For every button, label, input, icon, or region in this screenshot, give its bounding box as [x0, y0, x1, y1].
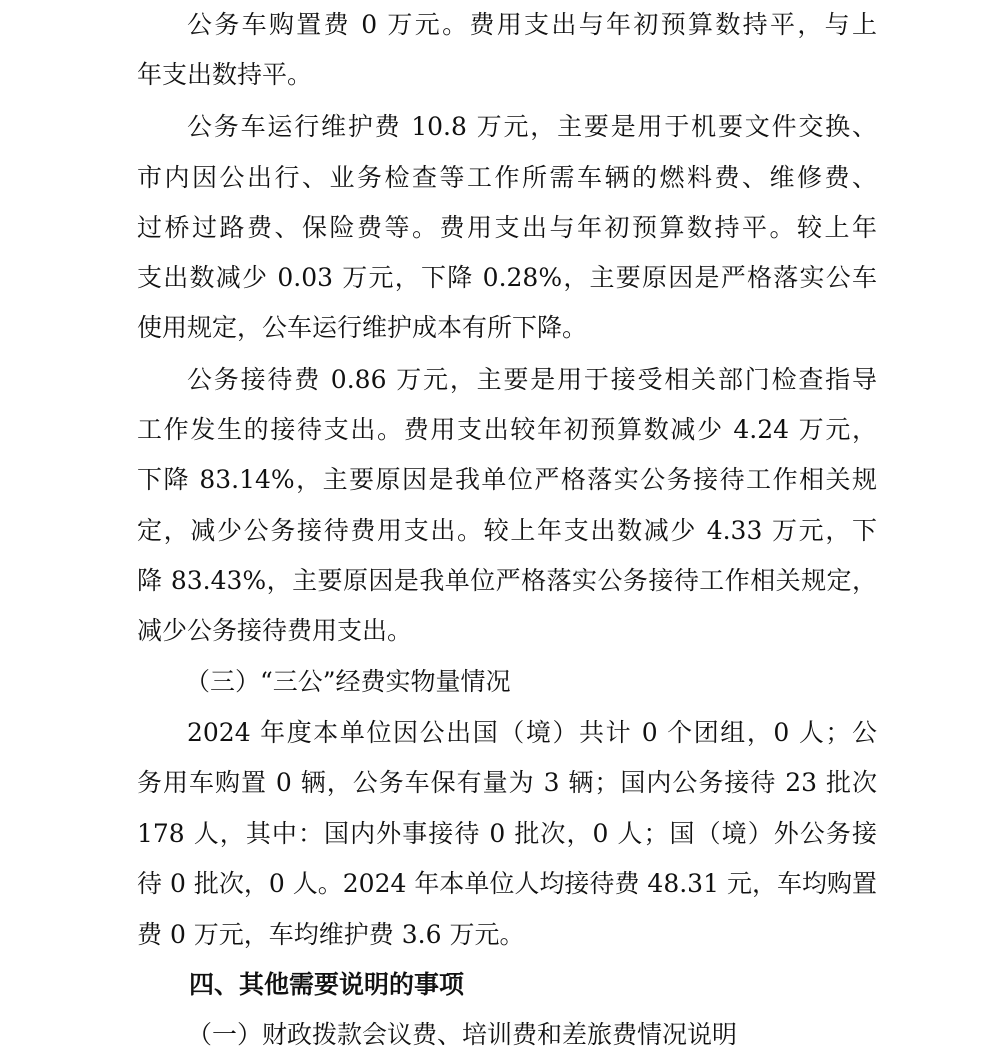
- paragraph-line: 降 83.43%，主要原因是我单位严格落实公务接待工作相关规定，: [137, 566, 877, 595]
- section-heading: 四、其他需要说明的事项: [189, 970, 465, 999]
- paragraph-line: 2024 年度本单位因公出国（境）共计 0 个团组，0 人；公: [187, 718, 877, 747]
- paragraph-line: 定，减少公务接待费用支出。较上年支出数减少 4.33 万元，下: [137, 516, 877, 545]
- paragraph-line: 支出数减少 0.03 万元，下降 0.28%，主要原因是严格落实公车: [137, 263, 877, 292]
- paragraph-line: 市内因公出行、业务检查等工作所需车辆的燃料费、维修费、: [137, 163, 877, 192]
- paragraph-line: 使用规定，公车运行维护成本有所下降。: [137, 313, 588, 342]
- paragraph-line: 减少公务接待费用支出。: [137, 616, 413, 645]
- paragraph-line: 公务接待费 0.86 万元，主要是用于接受相关部门检查指导: [187, 365, 877, 394]
- paragraph-line: 年支出数持平。: [137, 60, 313, 89]
- paragraph-line: 工作发生的接待支出。费用支出较年初预算数减少 4.24 万元，: [137, 415, 877, 444]
- paragraph-line: 公务车运行维护费 10.8 万元，主要是用于机要文件交换、: [187, 112, 877, 141]
- paragraph-line: 务用车购置 0 辆，公务车保有量为 3 辆；国内公务接待 23 批次: [137, 768, 877, 797]
- section-subheading: （三）“三公”经费实物量情况: [185, 667, 511, 696]
- paragraph-line: 178 人，其中：国内外事接待 0 批次，0 人；国（境）外公务接: [137, 819, 877, 848]
- paragraph-line: 待 0 批次，0 人。2024 年本单位人均接待费 48.31 元，车均购置: [137, 869, 877, 898]
- paragraph-line: 费 0 万元，车均维护费 3.6 万元。: [137, 920, 525, 949]
- paragraph-line: 下降 83.14%，主要原因是我单位严格落实公务接待工作相关规: [137, 465, 877, 494]
- section-subheading: （一）财政拨款会议费、培训费和差旅费情况说明: [187, 1020, 738, 1049]
- paragraph-line: 公务车购置费 0 万元。费用支出与年初预算数持平，与上: [187, 10, 877, 39]
- paragraph-line: 过桥过路费、保险费等。费用支出与年初预算数持平。较上年: [137, 213, 877, 242]
